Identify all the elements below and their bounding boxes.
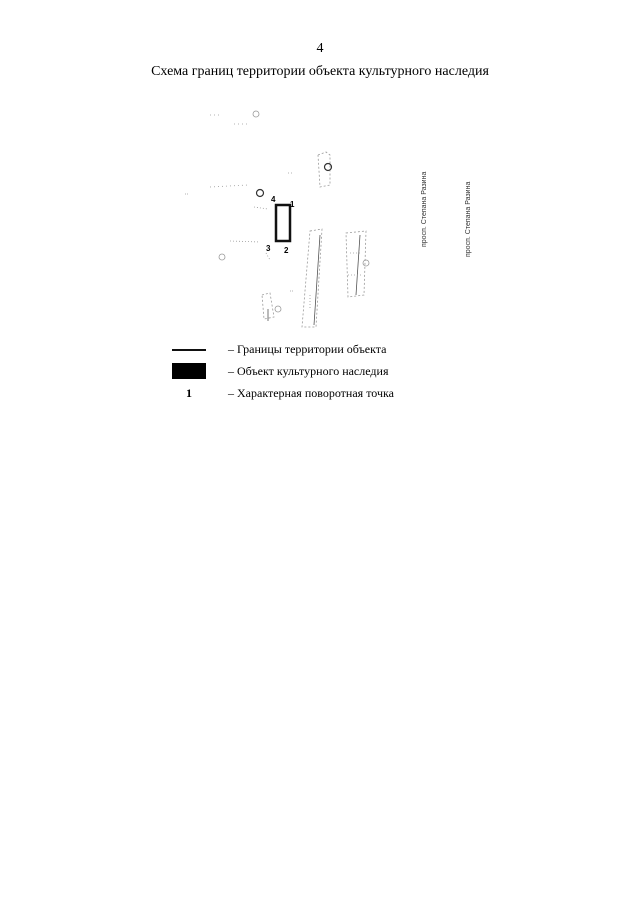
map-legend xyxy=(170,340,470,410)
legend-item-turn-point xyxy=(170,384,470,402)
landmark-circle-icon xyxy=(253,111,259,117)
turn-point-4: 4 xyxy=(271,195,276,204)
legend-item-heritage-object xyxy=(170,362,470,380)
landmark-circle-icon xyxy=(325,164,332,171)
legend-text: – Границы территории объекта xyxy=(228,342,387,356)
boundary-map xyxy=(170,95,510,340)
street-label: просп. Степана Разина xyxy=(421,171,428,247)
turn-point-number: 1 xyxy=(186,386,192,400)
street-label: просп. Степана Разина xyxy=(465,181,472,257)
turn-point-3: 3 xyxy=(266,244,271,253)
turn-point-2: 2 xyxy=(284,246,289,255)
page-title: Схема границ территории объекта культурного наследия xyxy=(151,64,489,79)
landmark-circle-icon xyxy=(219,254,225,260)
boundary-line-icon xyxy=(172,349,206,351)
landmark-circle-icon xyxy=(257,190,264,197)
page-number: 4 xyxy=(316,41,324,56)
map-canvas xyxy=(170,95,510,340)
object-territory xyxy=(266,195,295,255)
legend-text: – Объект культурного наследия xyxy=(228,364,389,378)
landmark-circle-icon xyxy=(275,306,281,312)
territory-boundary xyxy=(276,205,290,241)
legend-item-boundary xyxy=(170,340,470,358)
landmark-circle-icon xyxy=(363,260,369,266)
legend-text: – Характерная поворотная точка xyxy=(228,386,394,400)
heritage-object-icon xyxy=(172,363,206,379)
turn-point-1: 1 xyxy=(290,200,295,209)
